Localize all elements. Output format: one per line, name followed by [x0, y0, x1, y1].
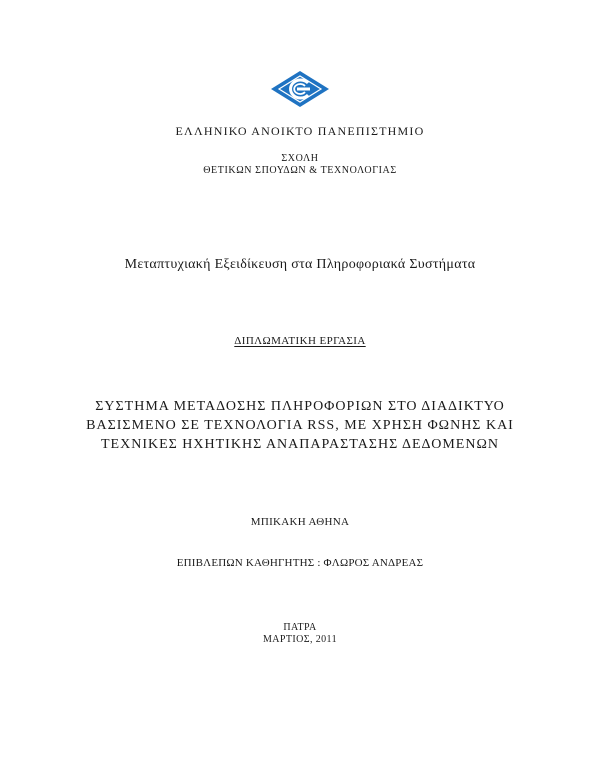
thesis-title [0, 397, 600, 454]
school-label: ΣΧΟΛΗ [281, 153, 319, 164]
place-and-date [0, 622, 600, 646]
thesis-type [0, 335, 600, 347]
university-name: ΕΛΛΗΝΙΚΟ ΑΝΟΙΚΤΟ ΠΑΝΕΠΙΣΤΗΜΙΟ [175, 124, 425, 138]
place: ΠΑΤΡΑ [283, 622, 317, 633]
school-department: ΘΕΤΙΚΩΝ ΣΠΟΥΔΩΝ & ΤΕΧΝΟΛΟΓΙΑΣ [203, 165, 397, 176]
school-name [0, 153, 600, 177]
thesis-type-label: ΔΙΠΛΩΜΑΤΙΚΗ ΕΡΓΑΣΙΑ [234, 335, 366, 347]
date: ΜΑΡΤΙΟΣ, 2011 [263, 634, 337, 645]
thesis-title-line-3: ΤΕΧΝΙΚΕΣ ΗΧΗΤΙΚΗΣ ΑΝΑΠΑΡΑΣΤΑΣΗΣ ΔΕΔΟΜΕΝΩΝ [101, 437, 499, 452]
thesis-title-line-1: ΣΥΣΤΗΜΑ ΜΕΤΑΔΟΣΗΣ ΠΛΗΡΟΦΟΡΙΩΝ ΣΤΟ ΔΙΑΔΙΚΤΥΟ [95, 399, 505, 414]
supervisor: ΕΠΙΒΛΕΠΩΝ ΚΑΘΗΓΗΤΗΣ : ΦΛΩΡΟΣ ΑΝΔΡΕΑΣ [176, 557, 424, 569]
eap-university-logo-icon [270, 70, 330, 108]
program-name: Μεταπτυχιακή Εξειδίκευση στα Πληροφοριακά Συστήματα [124, 257, 476, 272]
thesis-title-line-2: ΒΑΣΙΣΜΕΝΟ ΣΕ ΤΕΧΝΟΛΟΓΙΑ RSS, ΜΕ ΧΡΗΣΗ ΦΩΝΗΣ ΚΑΙ [86, 418, 514, 433]
author-name: ΜΠΙΚΑΚΗ ΑΘΗΝΑ [250, 516, 350, 528]
